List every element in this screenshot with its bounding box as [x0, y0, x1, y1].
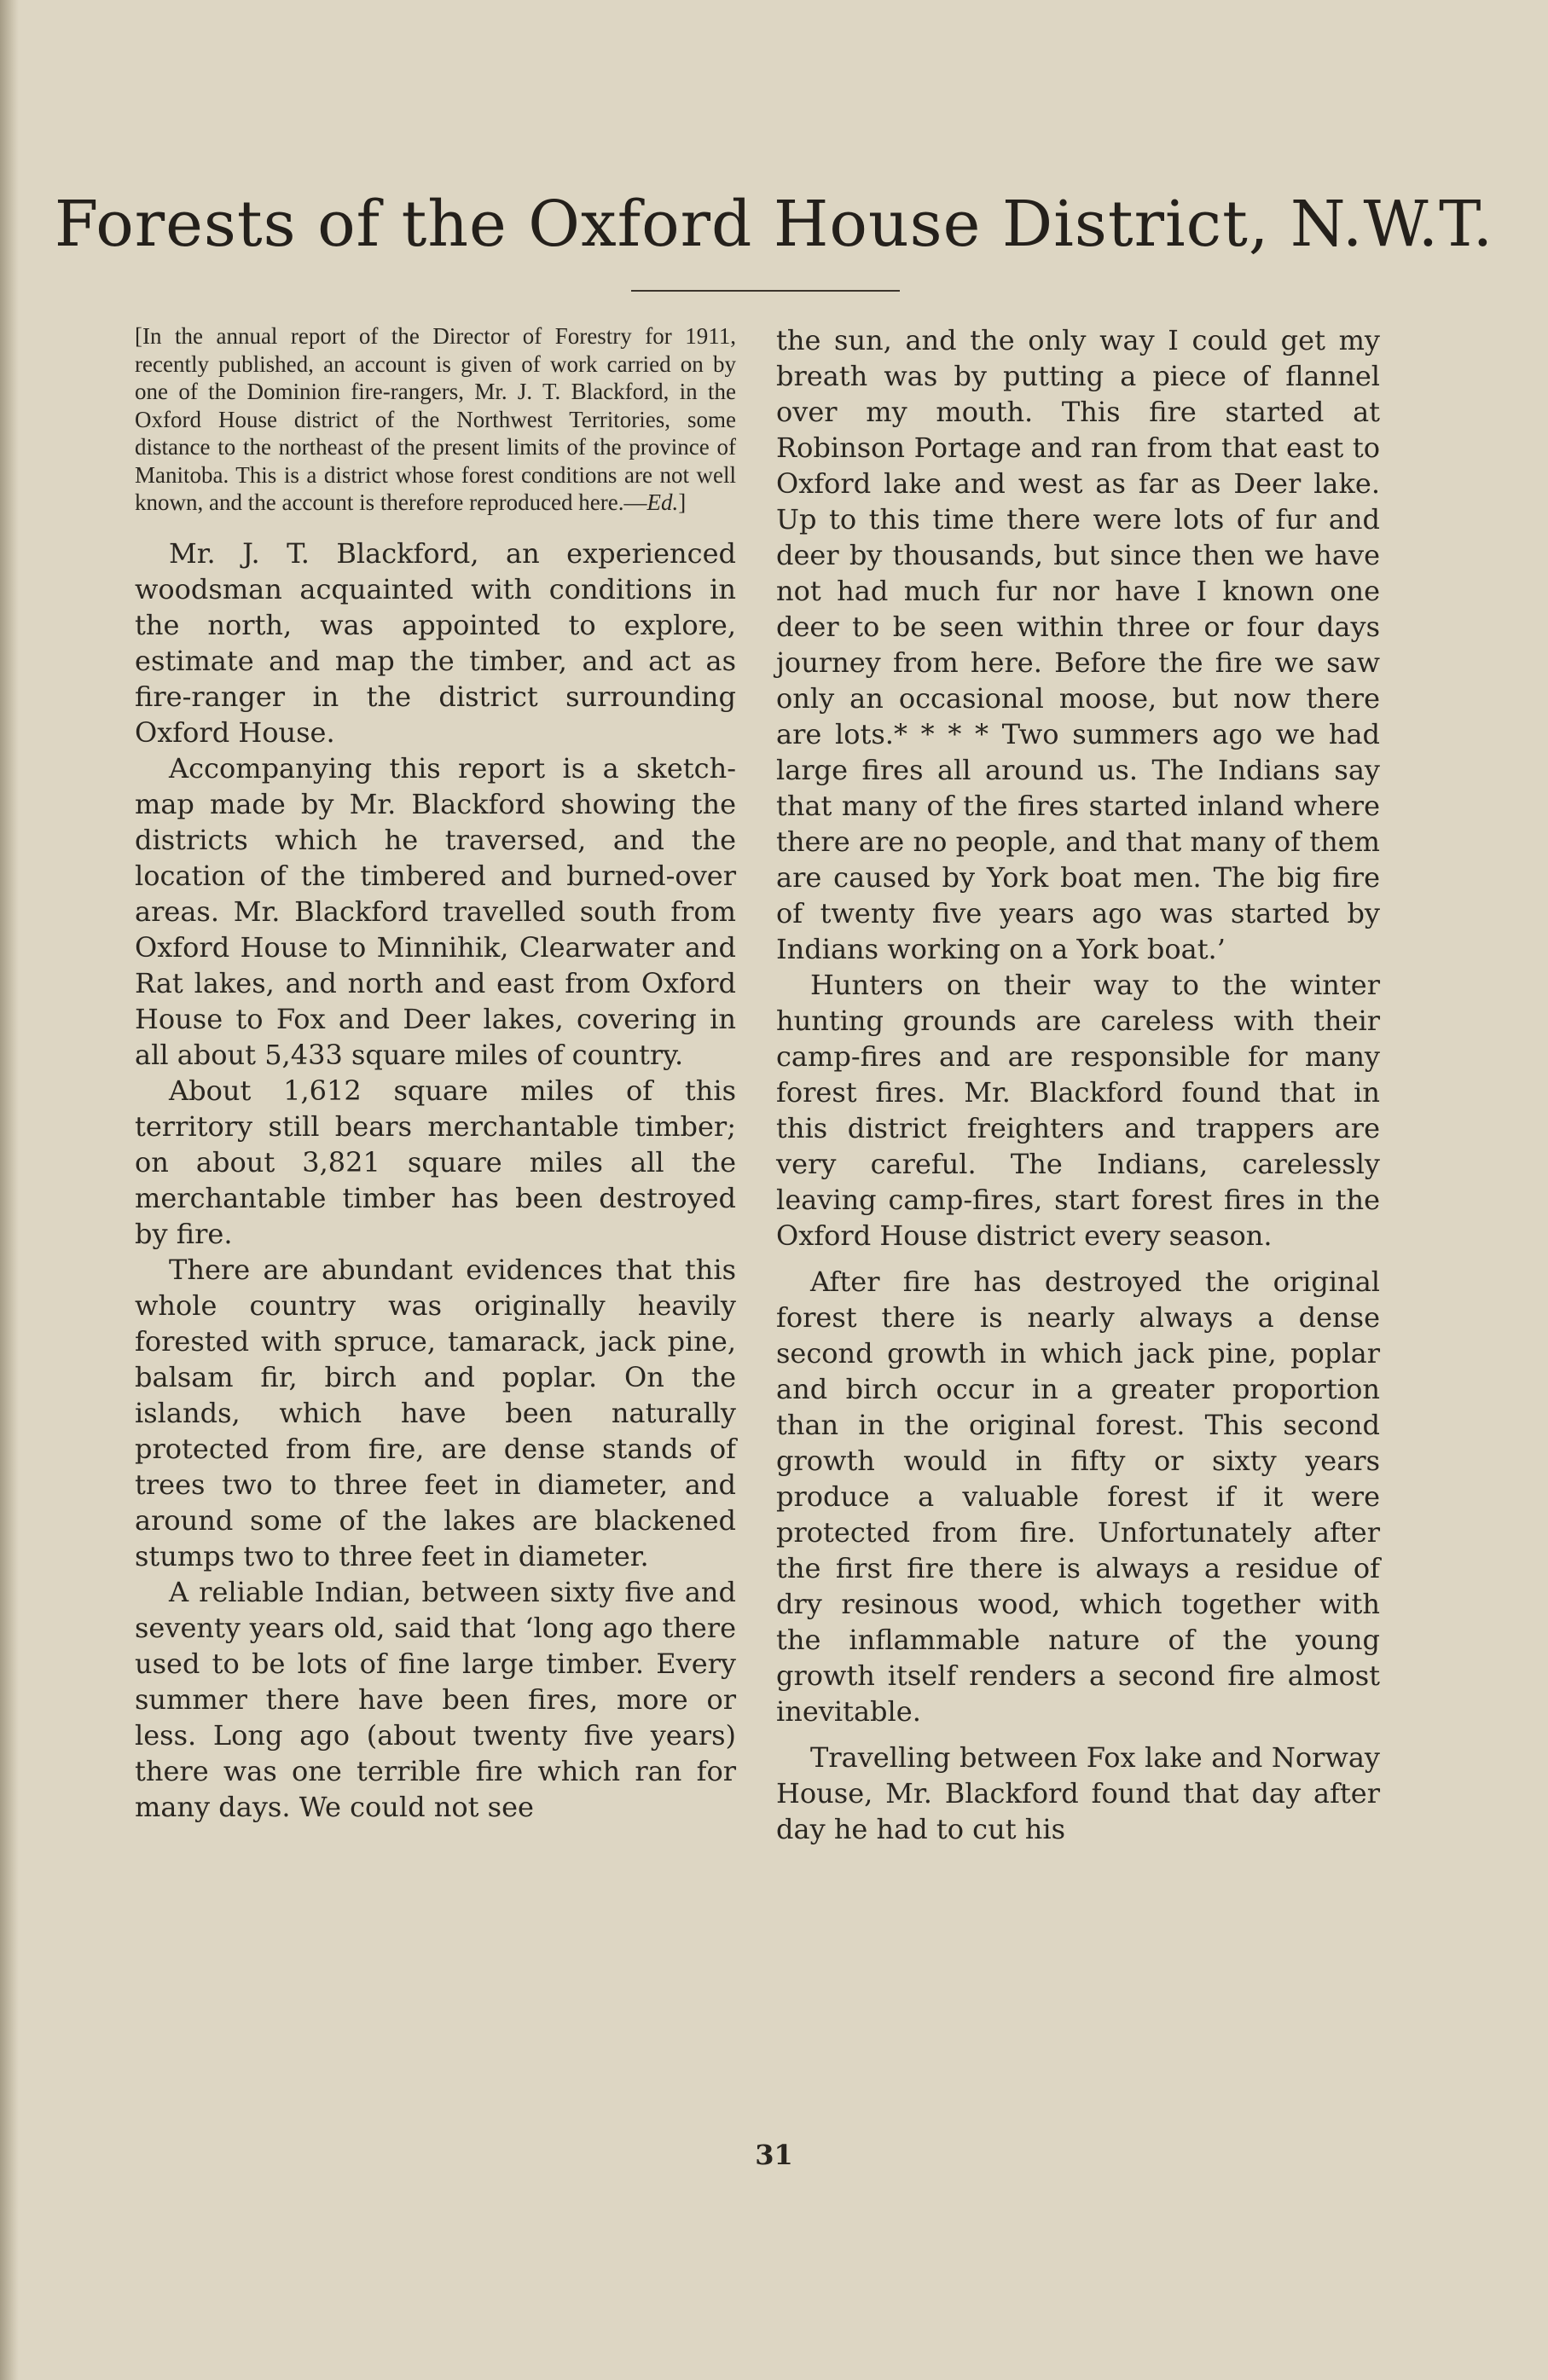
editor-intro: [135, 322, 736, 517]
paragraph: Mr. J. T. Blackford, an experienced woodsman acquainted with conditions in the north, was appointed to explore, estimate and map the timber, and act as fire-ranger in the district surrounding Oxford House.: [135, 536, 736, 749]
paragraph-continued: the sun, and the only way I could get my breath was by putting a piece of flannel over my mouth. This fire started at Robinson Portage and ran from that east to Oxford lake and west as far as Deer lake. Up to this time there were lots of fur and deer by thousands, but since then we have not had much fur nor have I known one deer to be seen within three or four days journey from here. Before the fire we saw only an occasional moose, but now there are lots.* * * * Two summers ago we had large fires all around us. The Indians say that many of the fires started inland where there are no people, and that many of them are caused by York boat men. The big fire of twenty five years ago was started by Indians working on a York boat.’: [776, 324, 1380, 965]
page-number: 31: [755, 2139, 793, 2171]
left-column: [135, 322, 736, 1825]
paragraph: There are abundant evidences that this whole country was originally heavily forested with spruce, tamarack, jack pine, balsam fir, birch and poplar. On the islands, which have been naturally protected from fire, are dense stands of trees two to three feet in diameter, and around some of the lakes are blackened stumps two to three feet in diameter.: [135, 1253, 736, 1572]
page-binding-edge: [0, 0, 19, 2380]
paragraph: Accompanying this report is a sketch-map made by Mr. Blackford showing the districts which he traversed, and the location of the timbered and burned-over areas. Mr. Blackford travelled south from Oxford House to Minnihik, Clearwater and Rat lakes, and north and east from Oxford House to Fox and Deer lakes, covering in all about 5,433 square miles of country.: [135, 751, 736, 1071]
editor-intro-close: ]: [678, 489, 687, 515]
paragraph: Travelling between Fox lake and Norway House, Mr. Blackford found that day after day he had to cut his: [776, 1741, 1380, 1845]
paragraph: Hunters on their way to the winter hunting grounds are careless with their camp-fires and are responsible for many forest fires. Mr. Blackford found that in this district freighters and trappers are very careful. The Indians, carelessly leaving camp-fires, start forest fires in the Oxford House district every season.: [776, 969, 1380, 1252]
editor-intro-ed: Ed.: [646, 489, 679, 515]
title-rule: [631, 290, 900, 292]
editor-intro-text: [In the annual report of the Director of Forestry for 1911, recently published, an account is given of work carried on by one of the Dominion fire-rangers, Mr. J. T. Blackford, in the Oxford House district of the Northwest Territories, some distance to the northeast of the present limits of the province of Manitoba. This is a district whose forest conditions are not well known, and the account is therefore reproduced here.—: [135, 323, 736, 515]
paragraph: About 1,612 square miles of this territory still bears merchantable timber; on about 3,821 square miles all the merchantable timber has been destroyed by fire.: [135, 1074, 736, 1250]
article-title: Forests of the Oxford House District, N.W.T.: [54, 188, 1494, 261]
paragraph: A reliable Indian, between sixty five and seventy years old, said that ‘long ago there used to be lots of fine large timber. Every summer there have been fires, more or less. Long ago (about twenty five years) there was one terrible fire which ran for many days. We could not see: [135, 1575, 736, 1823]
right-column: [776, 322, 1380, 1847]
paragraph: After fire has destroyed the original forest there is nearly always a dense second growth in which jack pine, poplar and birch occur in a greater proportion than in the original forest. This second growth would in fifty or sixty years produce a valuable forest if it were protected from fire. Unfortunately after the first fire there is always a residue of dry resinous wood, which together with the inflammable nature of the young growth itself renders a second fire almost inevitable.: [776, 1265, 1380, 1728]
